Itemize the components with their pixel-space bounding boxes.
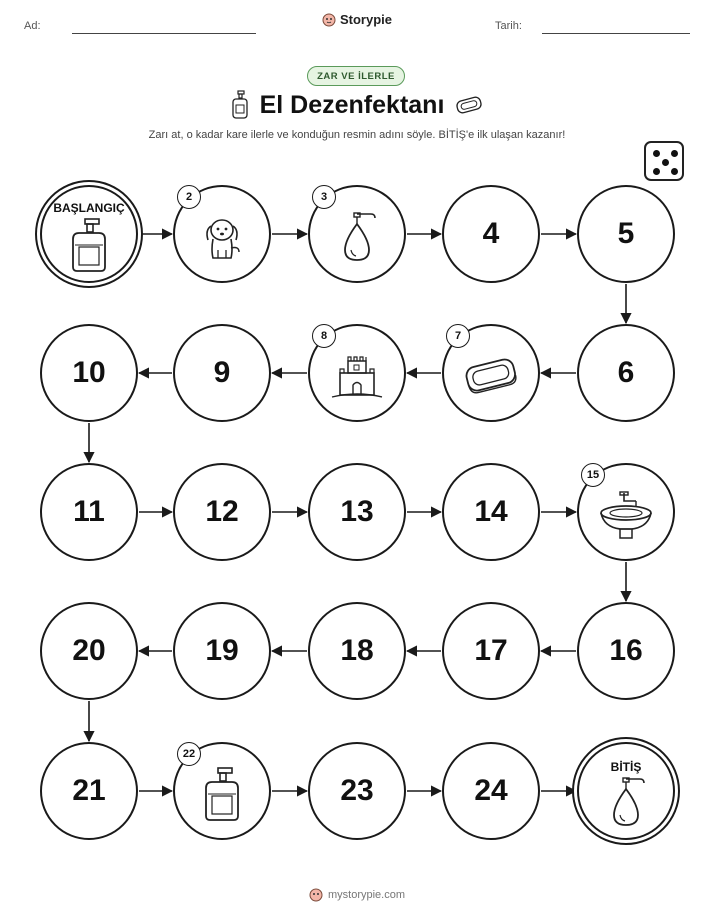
space-number-badge: 15 [581, 463, 605, 487]
date-label: Tarih: [495, 20, 522, 32]
sink-icon [596, 489, 656, 541]
board-space-3[interactable] [308, 185, 406, 283]
storypie-footer-logo-icon [309, 888, 323, 902]
board-space-14[interactable] [442, 463, 540, 561]
space-number: 11 [73, 495, 105, 528]
sanitizer-drop-icon [604, 775, 648, 829]
board-space-8[interactable] [308, 324, 406, 422]
instructions: Zarı at, o kadar kare ilerle ve konduğun resmin adını söyle. BİTİŞ'e ilk ulaşan kazanır! [148, 129, 566, 141]
space-number: 20 [72, 634, 106, 667]
space-number: 19 [205, 634, 239, 667]
board-space-12[interactable] [173, 463, 271, 561]
space-number: 10 [72, 356, 106, 389]
board-space-16[interactable] [577, 602, 675, 700]
footer [0, 888, 714, 902]
space-number: 13 [340, 495, 374, 528]
name-label: Ad: [24, 20, 41, 32]
space-number: 18 [340, 634, 374, 667]
board-space-18[interactable] [308, 602, 406, 700]
board-space-22[interactable] [173, 742, 271, 840]
space-number: 6 [617, 356, 635, 389]
start-label: BAŞLANGIÇ [53, 201, 125, 215]
hand-sanitizer-bottle-icon [200, 766, 244, 822]
board-space-4[interactable] [442, 185, 540, 283]
space-number: 17 [474, 634, 508, 667]
space-number: 12 [205, 495, 239, 528]
finish-space[interactable] [577, 742, 675, 840]
finish-label: BİTİŞ [610, 760, 642, 774]
soap-bar-icon [461, 354, 521, 398]
page-title: El Dezenfektanı [259, 90, 445, 119]
brand-name: Storypie [339, 12, 392, 27]
board-space-17[interactable] [442, 602, 540, 700]
space-number-badge: 2 [177, 185, 201, 209]
dog-icon [197, 212, 247, 262]
space-number: 4 [482, 217, 500, 250]
space-number: 21 [72, 774, 106, 807]
space-number-badge: 8 [312, 324, 336, 348]
board-space-20[interactable] [40, 602, 138, 700]
board-space-9[interactable] [173, 324, 271, 422]
hand-sanitizer-bottle-icon [67, 217, 111, 273]
start-space[interactable] [40, 185, 138, 283]
board-space-2[interactable] [173, 185, 271, 283]
space-number: 5 [617, 217, 635, 250]
space-number: 24 [474, 774, 508, 807]
board-space-11[interactable] [40, 463, 138, 561]
space-number: 16 [609, 634, 643, 667]
board-space-6[interactable] [577, 324, 675, 422]
sand-castle-icon [330, 351, 384, 401]
board-space-21[interactable] [40, 742, 138, 840]
board-space-24[interactable] [442, 742, 540, 840]
game-type-badge: ZAR VE İLERLE [307, 66, 405, 86]
board-space-19[interactable] [173, 602, 271, 700]
board-space-15[interactable] [577, 463, 675, 561]
space-number-badge: 3 [312, 185, 336, 209]
space-number: 23 [340, 774, 374, 807]
board-space-13[interactable] [308, 463, 406, 561]
space-number-badge: 22 [177, 742, 201, 766]
sanitizer-drop-icon [335, 210, 379, 264]
board-space-7[interactable] [442, 324, 540, 422]
board-space-23[interactable] [308, 742, 406, 840]
space-number: 9 [213, 356, 231, 389]
board-space-5[interactable] [577, 185, 675, 283]
space-number: 14 [474, 495, 508, 528]
space-number-badge: 7 [446, 324, 470, 348]
footer-url[interactable]: mystorypie.com [327, 889, 406, 901]
board-space-10[interactable] [40, 324, 138, 422]
